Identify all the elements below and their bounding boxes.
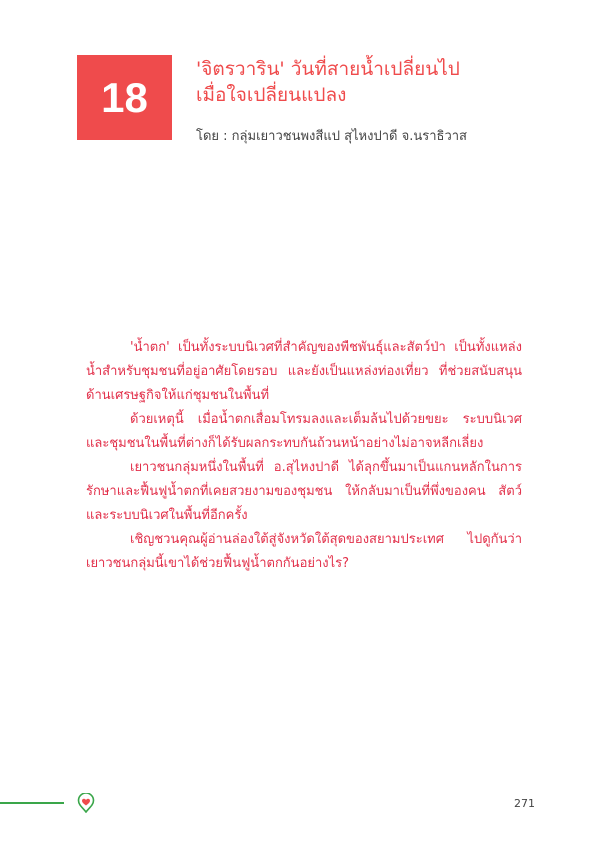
paragraph-4: เชิญชวนคุณผู้อ่านล่องใต้สู่จังหวัดใต้สุดของสยามประเทศ ไปดูกันว่าเยาวชนกลุ่มนี้เขาได้ช่วยฟื้นฟูน้ำตกกันอย่างไร?	[86, 532, 522, 571]
chapter-number-box	[77, 55, 172, 140]
author-byline: โดย : กลุ่มเยาวชนพงสีแป สุไหงปาดี จ.นราธิวาส	[196, 129, 467, 144]
intro-text	[86, 336, 522, 576]
title-line-1: 'จิตรวาริน' วันที่สายน้ำเปลี่ยนไป	[196, 58, 460, 80]
chapter-title	[196, 56, 576, 108]
paragraph-1: 'น้ำตก' เป็นทั้งระบบนิเวศที่สำคัญของพืชพันธุ์และสัตว์ป่า เป็นทั้งแหล่งน้ำสำหรับชุมชนที่อยู่อาศัยโดยรอบ และยังเป็นแหล่งท่องเที่ยว ที่ช่วยสนับสนุนด้านเศรษฐกิจให้แก่ชุมชนในพื้นที่	[86, 340, 522, 403]
chapter-number: 18	[101, 73, 148, 121]
heart-pin-logo-icon	[77, 793, 95, 813]
paragraph-2: ด้วยเหตุนี้ เมื่อน้ำตกเสื่อมโทรมลงและเต็มล้นไปด้วยขยะ ระบบนิเวศและชุมชนในพื้นที่ต่างก็ได้รับผลกระทบกันถ้วนหน้าอย่างไม่อาจหลีกเลี่ยง	[86, 412, 522, 451]
title-line-2: เมื่อใจเปลี่ยนแปลง	[196, 84, 347, 106]
page-number: 271	[514, 797, 535, 810]
footer-divider	[0, 802, 64, 804]
paragraph-3: เยาวชนกลุ่มหนึ่งในพื้นที่ อ.สุไหงปาดี ได้ลุกขึ้นมาเป็นแกนหลักในการรักษาและฟื้นฟูน้ำตกที่เคยสวยงามของชุมชน ให้กลับมาเป็นที่พึ่งของคน สัตว์ และระบบนิเวศในพื้นที่อีกครั้ง	[86, 460, 522, 523]
